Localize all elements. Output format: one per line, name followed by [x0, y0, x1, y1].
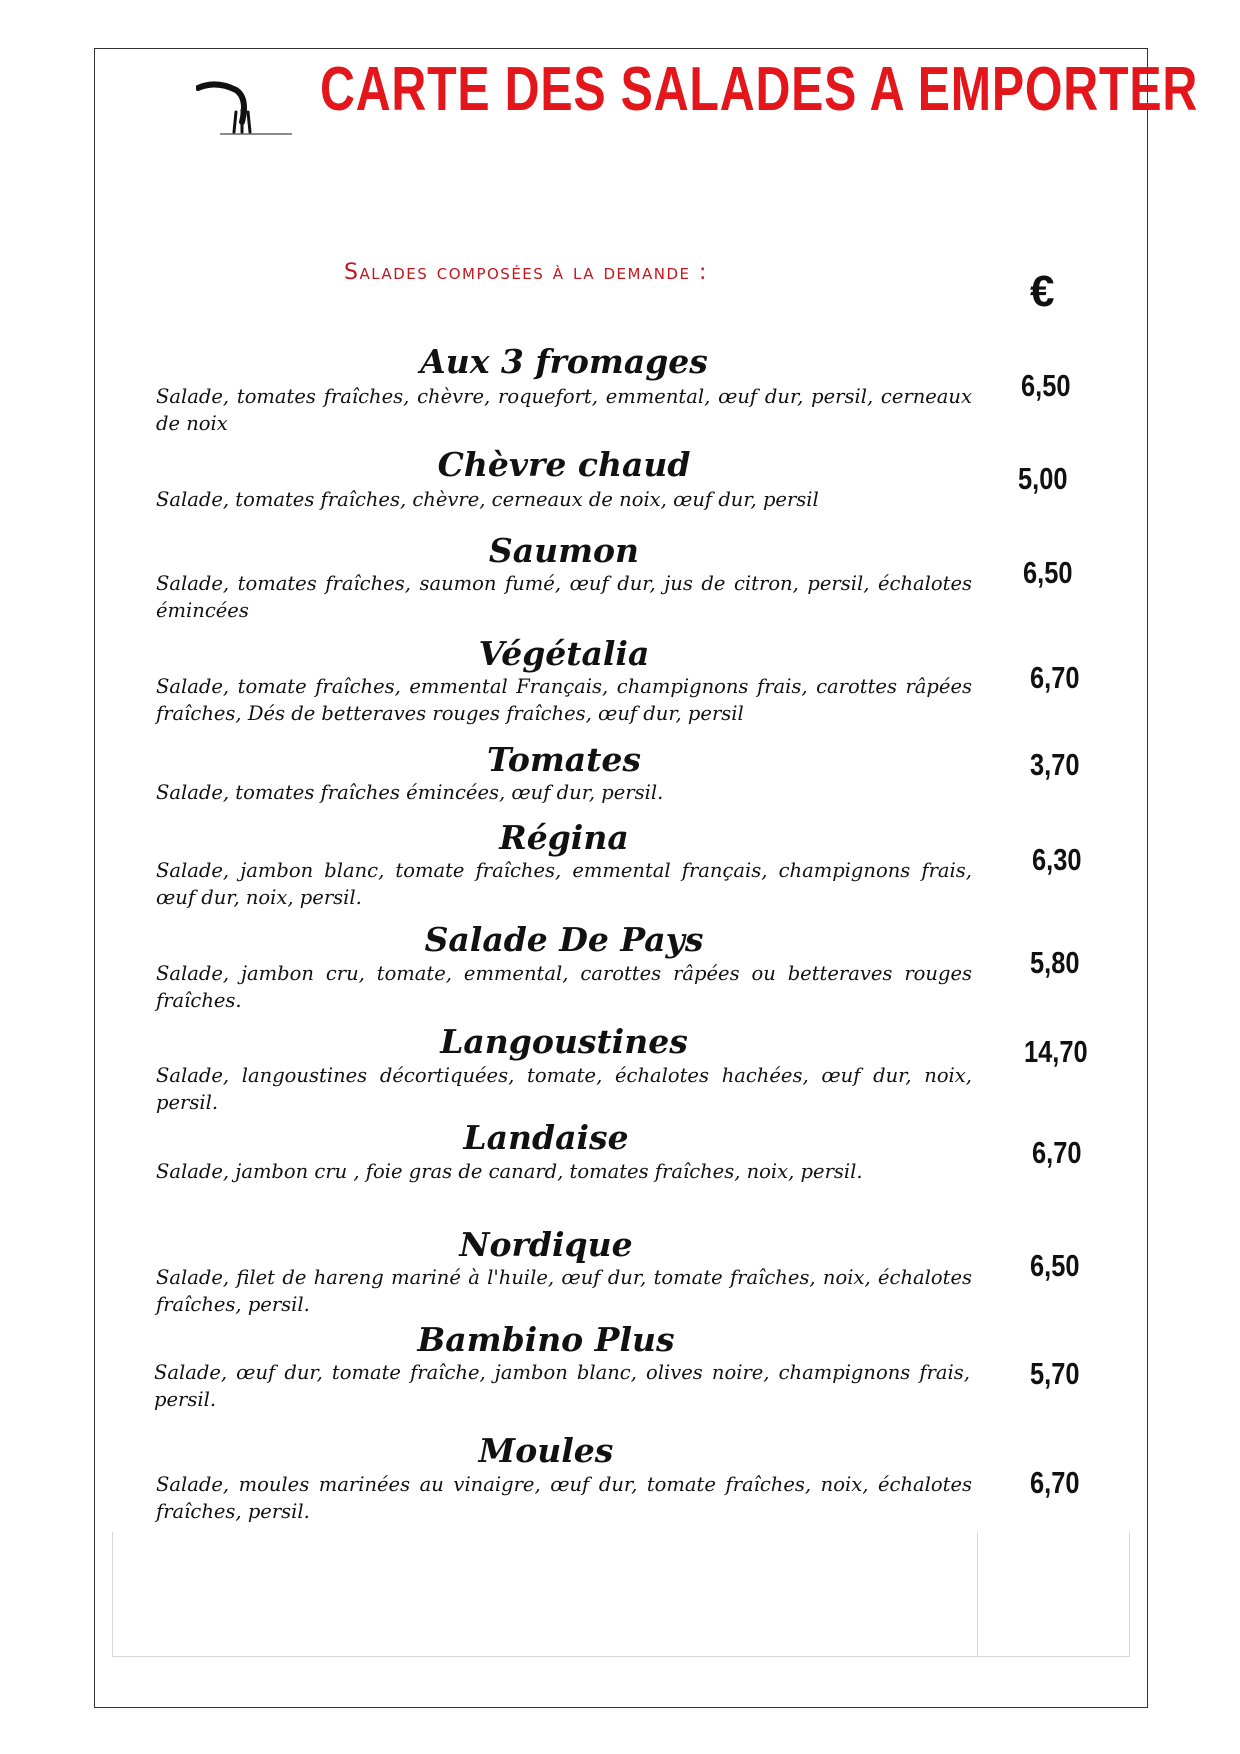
item-description-langoustines: Salade, langoustines décortiquées, tomate, échalotes hachées, œuf dur, noix, persil.: [156, 1064, 972, 1114]
item-price-chevre-chaud: 5,00: [1018, 461, 1068, 496]
item-name-bambino-plus: Bambino Plus: [417, 1320, 675, 1359]
item-description-bambino-plus: Salade, œuf dur, tomate fraîche, jambon blanc, olives noire, champignons frais, persil.: [154, 1361, 970, 1411]
item-description-chevre-chaud: Salade, tomates fraîches, chèvre, cerneaux de noix, œuf dur, persil: [156, 488, 819, 511]
item-name-nordique: Nordique: [459, 1225, 633, 1264]
item-description-vegetalia: Salade, tomate fraîches, emmental Français, champignons frais, carottes râpées fraîches, Dés de betteraves rouges fraîches, œuf dur, persil: [156, 675, 972, 725]
section-subtitle: Salades composées à la demande :: [344, 260, 708, 285]
item-name-vegetalia: Végétalia: [478, 634, 650, 673]
item-price-langoustines: 14,70: [1024, 1034, 1088, 1069]
item-price-regina: 6,30: [1032, 842, 1082, 877]
item-price-bambino-plus: 5,70: [1030, 1356, 1080, 1391]
item-name-saumon: Saumon: [488, 531, 640, 570]
item-name-moules: Moules: [478, 1431, 614, 1470]
item-price-saumon: 6,50: [1023, 555, 1073, 590]
item-description-nordique: Salade, filet de hareng mariné à l'huile, œuf dur, tomate fraîches, noix, échalotes fraîches, persil.: [156, 1266, 972, 1316]
item-price-tomates: 3,70: [1030, 747, 1080, 782]
fork-icon: [196, 78, 296, 136]
item-description-tomates: Salade, tomates fraîches émincées, œuf dur, persil.: [156, 781, 664, 804]
empty-table-area: [112, 1532, 1130, 1657]
item-description-regina: Salade, jambon blanc, tomate fraîches, emmental français, champignons frais, œuf dur, noix, persil.: [156, 859, 972, 909]
menu-title: CARTE DES SALADES A EMPORTER: [320, 55, 1199, 124]
item-description-aux-3-fromages: Salade, tomates fraîches, chèvre, roquefort, emmental, œuf dur, persil, cerneaux de noix: [156, 385, 972, 435]
item-description-landaise: Salade, jambon cru , foie gras de canard, tomates fraîches, noix, persil.: [156, 1160, 863, 1183]
item-price-aux-3-fromages: 6,50: [1021, 368, 1071, 403]
item-description-saumon: Salade, tomates fraîches, saumon fumé, œuf dur, jus de citron, persil, échalotes émincées: [156, 572, 972, 622]
item-description-salade-de-pays: Salade, jambon cru, tomate, emmental, carottes râpées ou betteraves rouges fraîches.: [156, 962, 972, 1012]
item-name-regina: Régina: [499, 818, 629, 857]
item-name-tomates: Tomates: [487, 740, 641, 779]
table-column-divider: [977, 1532, 978, 1656]
item-name-chevre-chaud: Chèvre chaud: [437, 445, 691, 484]
item-name-salade-de-pays: Salade De Pays: [424, 920, 704, 959]
item-description-moules: Salade, moules marinées au vinaigre, œuf dur, tomate fraîches, noix, échalotes fraîches, persil.: [156, 1473, 972, 1523]
item-price-salade-de-pays: 5,80: [1030, 945, 1080, 980]
item-price-vegetalia: 6,70: [1030, 660, 1080, 695]
item-price-moules: 6,70: [1030, 1465, 1080, 1500]
item-name-landaise: Landaise: [463, 1118, 629, 1157]
item-name-langoustines: Langoustines: [440, 1022, 688, 1061]
currency-symbol: €: [1030, 267, 1055, 316]
item-price-landaise: 6,70: [1032, 1135, 1082, 1170]
item-name-aux-3-fromages: Aux 3 fromages: [420, 342, 708, 381]
item-price-nordique: 6,50: [1030, 1248, 1080, 1283]
